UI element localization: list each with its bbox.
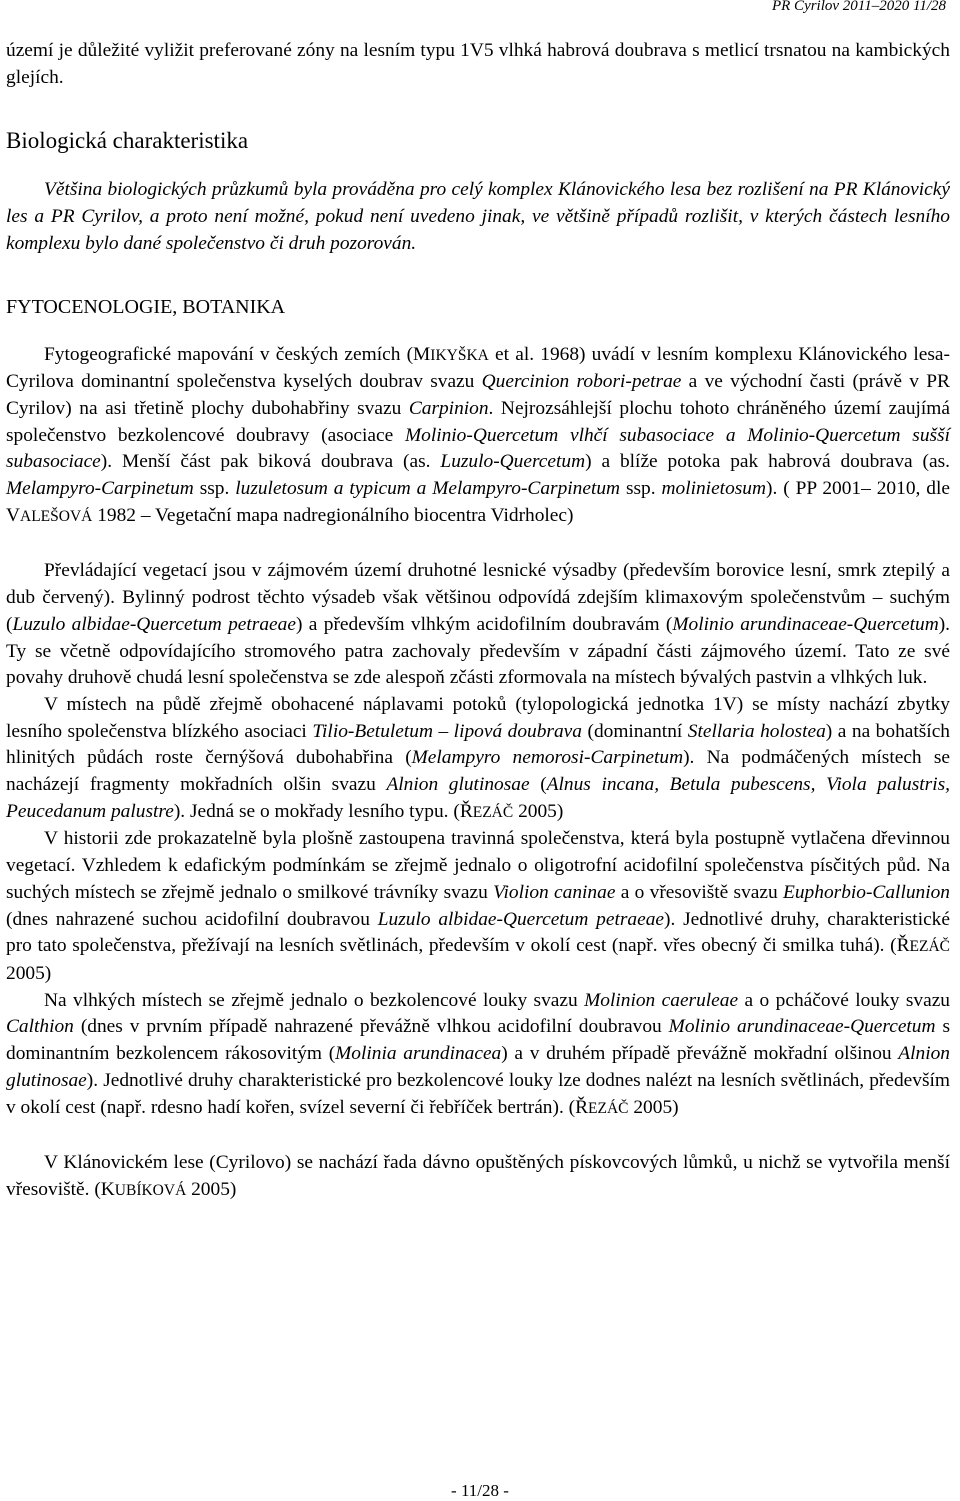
paragraph-history-grasslands: V historii zde prokazatelně byla plošně zastoupena travinná společenstva, která byla postupně vytlačena dřevinnou vegetací. Vzhledem k edafickým podmínkám se zřejmě jednalo o oligotrofní acidofilní společenstva písčitých půd. Na suchých místech se zřejmě jednalo o smilkové trávníky svazu Violion caninae a o vřesoviště svazu Euphorbio-Callunion (dnes nahrazené suchou acidofilní doubravou Luzulo albidae-Quercetum petraeae). Jednotlivé druhy, charakteristické pro tato společenstva, přežívají na lesních světlinách, především v okolí cest (např. vřes obecný či smilka tuhá). (ŘEZÁČ 2005) xyxy=(6,828,950,984)
running-header: PR Cyrilov 2011–2020 11/28 xyxy=(771,0,946,14)
author-small-caps: VALEŠOVÁ xyxy=(6,504,93,526)
author-small-caps: ŘEZÁČ xyxy=(575,1096,629,1118)
paragraph-wet-meadows: Na vlhkých místech se zřejmě jednalo o bezkolencové louky svazu Molinion caeruleae a o pcháčové louky svazu Calthion (dnes v prvním případě nahrazené převážně vlhkou acidofilní doubravou Molinio arundinaceae-Quercetum s dominantním bezkolencem rákosovitým (Molinia arundinacea) a v druhém případě převážně mokřadní olšinou Alnion glutinosae). Jednotlivé druhy charakteristické pro bezkolencové louky lze dodnes nalézt na lesních světlinách, především v okolí cest (např. rdesno hadí kořen, svízel severní či řebříček bertrán). (ŘEZÁČ 2005) xyxy=(6,989,950,1118)
author-small-caps: KUBÍKOVÁ xyxy=(100,1178,187,1200)
intro-paragraph: území je důležité vyližit preferované zóny na lesním typu 1V5 vlhká habrová doubrava s metlicí trsnatou na kambických glejích. xyxy=(6,40,950,88)
section-heading-phytocenology: FYTOCENOLOGIE, BOTANIKA xyxy=(6,295,286,318)
paragraph-phytogeographic-mapping: Fytogeografické mapování v českých zemích (MIKYŠKA et al. 1968) uvádí v lesním komplexu Klánovického lesa-Cyrilova dominantní společenstva kyselých doubrav svazu Quercinion robori-petrae a ve východní časti (právě v PR Cyrilov) na asi třetině plochy dubohabřiny svazu Carpinion. Nejrozsáhlejší plochu tohoto chráněného území zaujímá společenstvo bezkolencové doubravy (asociace Molinio-Quercetum vlhčí subasociace a Molinio-Quercetum sušší subasociace). Menší část pak biková doubrava (as. Luzulo-Quercetum) a blíže potoka pak habrová doubrava (as. Melampyro-Carpinetum ssp. luzuletosum a typicum a Melampyro-Carpinetum ssp. molinietosum). ( PP 2001– 2010, dle VALEŠOVÁ 1982 – Vegetační mapa nadregionálního biocentra Vidrholec) xyxy=(6,343,951,526)
paragraph-prevailing-vegetation: Převládající vegetací jsou v zájmovém území druhotné lesnické výsadby (především borovice lesní, smrk ztepilý a dub červený). Bylinný podrost těchto výsadeb však většinou odpovídá zdejším klimaxovým společenstvům – suchým (Luzulo albidae-Quercetum petraeae) a především vlhkým acidofilním doubravám (Molinio arundinaceae-Quercetum). Ty se včetně odpovídajícího stromového patra zachovaly především v západní části zájmového území. Tato ze své povahy druhově chudá lesní společenstva se zde alespoň zčásti zformovala na místech bývalých pastvin a vlhkých luk. xyxy=(6,560,951,689)
paragraph-alluvial-soils: V místech na půdě zřejmě obohacené náplavami potoků (tylopologická jednotka 1V) se místy nachází zbytky lesního společenstva blízkého asociaci Tilio-Betuletum – lipová doubrava (dominantní Stellaria holostea) a na bohatších hlinitých půdách roste černýšová dubohabřina (Melampyro nemorosi-Carpinetum). Na podmáčených místech se nacházejí fragmenty mokřadních olšin svazu Alnion glutinosae (Alnus incana, Betula pubescens, Viola palustris, Peucedanum palustre). Jedná se o mokřady lesního typu. (ŘEZÁČ 2005) xyxy=(6,693,950,822)
author-small-caps: ŘEZÁČ xyxy=(459,800,514,822)
paragraph-sandstone-quarries: V Klánovickém lese (Cyrilovo) se nachází řada dávno opuštěných pískovcových lůmků, u nichž se vytvořila menší vřesoviště. (KUBÍKOVÁ 2005) xyxy=(6,1152,950,1200)
biological-paragraph: Většina biologických průzkumů byla prováděna pro celý komplex Klánovického lesa bez rozlišení na PR Klánovický les a PR Cyrilov, a proto není možné, pokud není uvedeno jinak, ve většině případů rozlišit, v kterých částech lesního komplexu bylo dané společenstvo či druh pozorován. xyxy=(6,179,950,254)
author-small-caps: ŘEZÁČ xyxy=(896,935,950,957)
page-number-footer: - 11/28 - xyxy=(451,1481,509,1500)
author-small-caps: MIKYŠKA xyxy=(413,343,489,365)
page-content xyxy=(6,38,950,1205)
section-heading-biological: Biologická charakteristika xyxy=(6,128,249,154)
